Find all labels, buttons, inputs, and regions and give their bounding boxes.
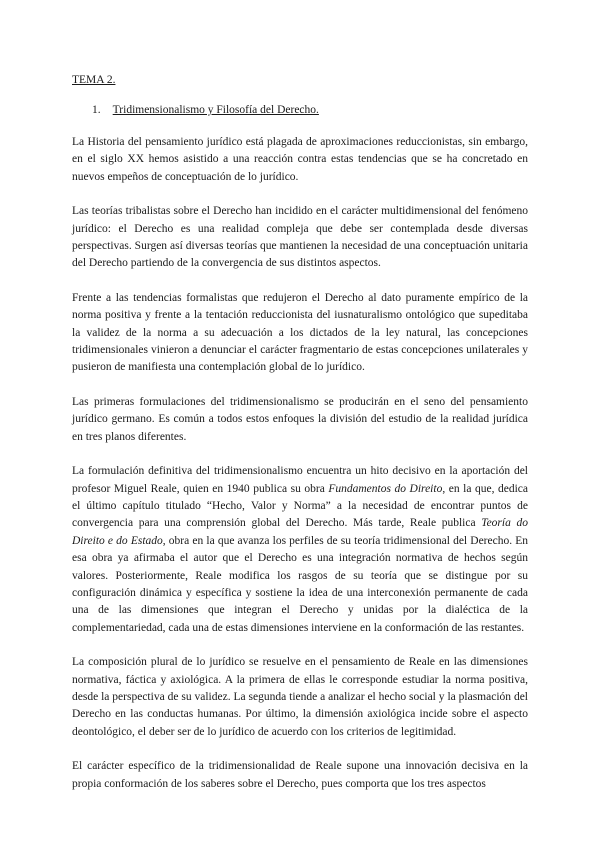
- paragraph-6: La composición plural de lo jurídico se resuelve en el pensamiento de Reale en las dimensiones normativa, fáctica y axiológica. A la primera de ellas le corresponde estudiar la norma positiva, desde la perspectiva de su validez. La segunda tiende a analizar el hecho social y la plasmación del Derecho en las conductas humanas. Por último, la dimensión axiológica incide sobre el aspecto deontológico, el deber ser de lo jurídico de acuerdo con los criterios de legitimidad.: [72, 656, 528, 738]
- paragraph-1: La Historia del pensamiento jurídico está plagada de aproximaciones reduccionistas, sin embargo, en el siglo XX hemos asistido a una reacción contra estas tendencias que se ha concretado en nuevos empeños de conceptuación de lo jurídico.: [72, 136, 528, 183]
- paragraph-5-text-a: La formulación definitiva del tridimensionalismo encuentra un hito decisivo en la aportación del profesor Miguel Reale, quien en 1940 publica su obra: [72, 465, 528, 495]
- paragraph-3: Frente a las tendencias formalistas que redujeron el Derecho al dato puramente empírico de la norma positiva y frente a la tentación reduccionista del iusnaturalismo ontológico que supeditaba la validez de la norma a su adecuación a los dictados de la ley natural, las concepciones tridimensionales vinieron a denunciar el carácter fragmentario de estas concepciones unilaterales y pusieron de manifiesta una contemplación global de lo jurídico.: [72, 291, 528, 374]
- paragraph-5-text-c: , en la que, dedica el último capítulo titulado “Hecho, Valor y Norma” a la necesidad de encontrar puntos de convergencia para una comprensión global del Derecho. Más tarde, Reale publica: [72, 482, 528, 530]
- paragraph-5-text-e: , obra en la que avanza los perfiles de su teoría tridimensional del Derecho. En esa obra ya afirmaba el autor que el Derecho es una integración normativa de hechos según valores. Posteriormente, Reale modifica los rasgos de su teoría que se distingue por su configuración dinámica y específica y sostiene la idea de una interconexión permanente de cada una de las dimensiones que integran el Derecho y unidas por la dialéctica de la complementariedad, cada una de estas dimensiones interviene en la conformación de las restantes.: [72, 534, 529, 634]
- paragraph-7: El carácter específico de la tridimensionalidad de Reale supone una innovación decisiva en la propia conformación de los saberes sobre el Derecho, pues comporta que los tres aspectos: [72, 760, 528, 790]
- book-title-teoria: Teoría do Direito e do Estado: [72, 517, 528, 547]
- section-title: Tridimensionalismo y Filosofía del Derecho.: [112, 104, 319, 116]
- paragraph-5: [72, 463, 528, 637]
- chapter-heading: TEMA 2.: [72, 74, 116, 86]
- paragraph-2: Las teorías tribalistas sobre el Derecho han incidido en el carácter multidimensional del fenómeno jurídico: el Derecho es una realidad compleja que debe ser contemplada desde diversas perspectivas. Surgen así diversas teorías que mantienen la necesidad de una conceptuación unitaria del Derecho partiendo de la convergencia de sus distintos aspectos.: [72, 205, 528, 270]
- book-title-fundamentos: Fundamentos do Direito: [328, 482, 443, 495]
- section-number: 1.: [92, 104, 101, 116]
- paragraph-4: Las primeras formulaciones del tridimensionalismo se producirán en el seno del pensamiento jurídico germano. Es común a todos estos enfoques la división del estudio de la realidad jurídica en tres planos diferentes.: [72, 395, 528, 443]
- section-heading: [92, 102, 528, 118]
